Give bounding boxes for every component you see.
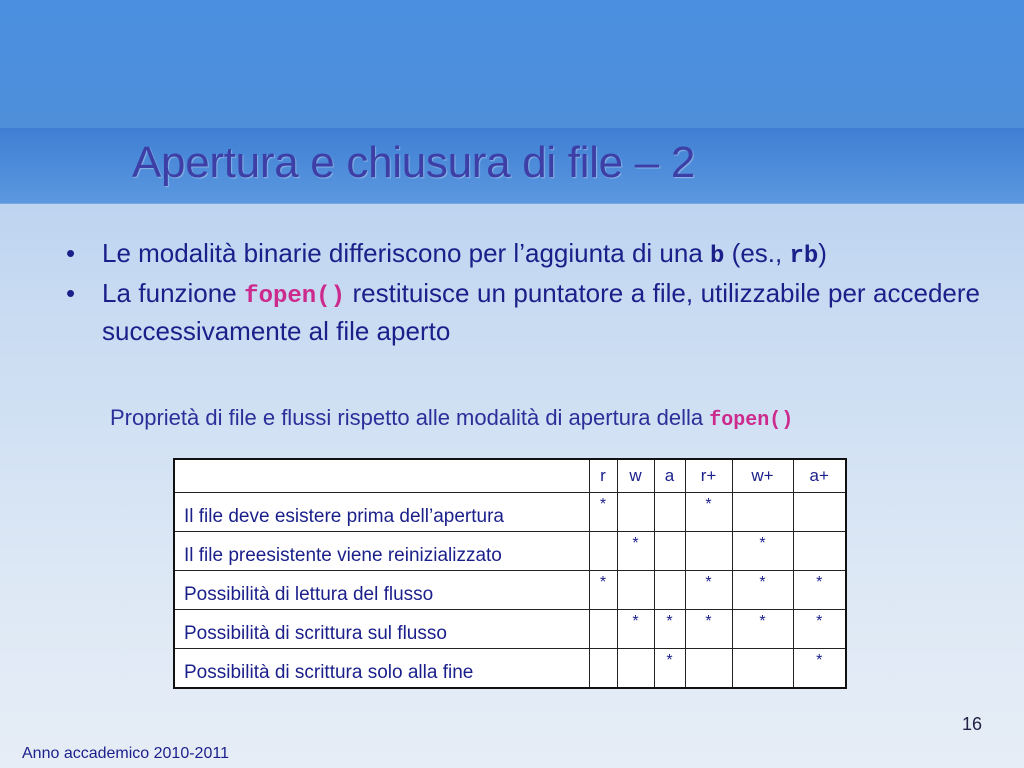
mark-cell bbox=[732, 649, 793, 689]
mark-cell bbox=[617, 493, 654, 532]
footer-academic-year: Anno accademico 2010-2011 bbox=[22, 745, 229, 762]
slide-title: Apertura e chiusura di file – 2 bbox=[132, 138, 696, 187]
header-blank-cell bbox=[174, 459, 589, 493]
mark-cell: * bbox=[589, 493, 617, 532]
mark-cell: * bbox=[685, 493, 732, 532]
mark-cell: * bbox=[685, 571, 732, 610]
mark-cell bbox=[589, 610, 617, 649]
bullet-text: (es., bbox=[724, 238, 790, 268]
bullet-item-fopen bbox=[64, 276, 980, 349]
table-row bbox=[174, 571, 846, 610]
table-row bbox=[174, 649, 846, 689]
mark-cell bbox=[793, 493, 846, 532]
mode-header-w: w bbox=[617, 459, 654, 493]
bullet-text: restituisce un puntatore a file, utilizzabile per accedere successivamente al file aperto bbox=[102, 278, 981, 346]
bullet-text: ) bbox=[818, 238, 827, 268]
mode-header-r: r bbox=[589, 459, 617, 493]
mark-cell: * bbox=[654, 610, 685, 649]
table-header-row bbox=[174, 459, 846, 493]
mark-cell bbox=[617, 571, 654, 610]
mark-cell bbox=[685, 649, 732, 689]
mode-header-a: a bbox=[654, 459, 685, 493]
mark-cell: * bbox=[732, 610, 793, 649]
bullet-item-binary-modes bbox=[64, 236, 980, 274]
row-label: Possibilità di lettura del flusso bbox=[174, 571, 589, 610]
mark-cell bbox=[685, 532, 732, 571]
page-number: 16 bbox=[962, 714, 983, 734]
mark-cell bbox=[654, 571, 685, 610]
mark-cell: * bbox=[732, 532, 793, 571]
mark-cell bbox=[732, 493, 793, 532]
bullet-text: La funzione bbox=[102, 278, 245, 308]
bullet-dot: • bbox=[66, 278, 76, 308]
bullet-dot: • bbox=[66, 238, 76, 268]
mark-cell bbox=[589, 532, 617, 571]
header-band bbox=[0, 0, 1024, 128]
bullet-list bbox=[64, 236, 980, 351]
mode-header-w-plus: w+ bbox=[732, 459, 793, 493]
mode-header-r-plus: r+ bbox=[685, 459, 732, 493]
mark-cell: * bbox=[732, 571, 793, 610]
mark-cell bbox=[654, 493, 685, 532]
row-label: Il file preesistente viene reinizializzato bbox=[174, 532, 589, 571]
mark-cell bbox=[654, 532, 685, 571]
mark-cell: * bbox=[617, 532, 654, 571]
mark-cell: * bbox=[589, 571, 617, 610]
row-label: Il file deve esistere prima dell’apertura bbox=[174, 493, 589, 532]
mark-cell bbox=[617, 649, 654, 689]
row-label: Possibilità di scrittura sul flusso bbox=[174, 610, 589, 649]
mark-cell bbox=[589, 649, 617, 689]
table-row bbox=[174, 493, 846, 532]
modes-table bbox=[173, 458, 847, 689]
caption-text: Proprietà di file e flussi rispetto alle modalità di apertura della bbox=[110, 405, 710, 430]
bullet-text: Le modalità binarie differiscono per l’aggiunta di una bbox=[102, 238, 711, 268]
mark-cell: * bbox=[654, 649, 685, 689]
code-fopen: fopen() bbox=[244, 283, 345, 310]
mark-cell: * bbox=[793, 610, 846, 649]
table-caption bbox=[110, 405, 793, 432]
mark-cell: * bbox=[793, 649, 846, 689]
mark-cell bbox=[793, 532, 846, 571]
row-label: Possibilità di scrittura solo alla fine bbox=[174, 649, 589, 689]
mark-cell: * bbox=[617, 610, 654, 649]
code-rb: rb bbox=[789, 243, 819, 270]
table-row bbox=[174, 532, 846, 571]
mark-cell: * bbox=[793, 571, 846, 610]
mode-header-a-plus: a+ bbox=[793, 459, 846, 493]
code-b: b bbox=[710, 243, 725, 270]
caption-code-fopen: fopen() bbox=[709, 409, 794, 432]
table-row bbox=[174, 610, 846, 649]
mark-cell: * bbox=[685, 610, 732, 649]
